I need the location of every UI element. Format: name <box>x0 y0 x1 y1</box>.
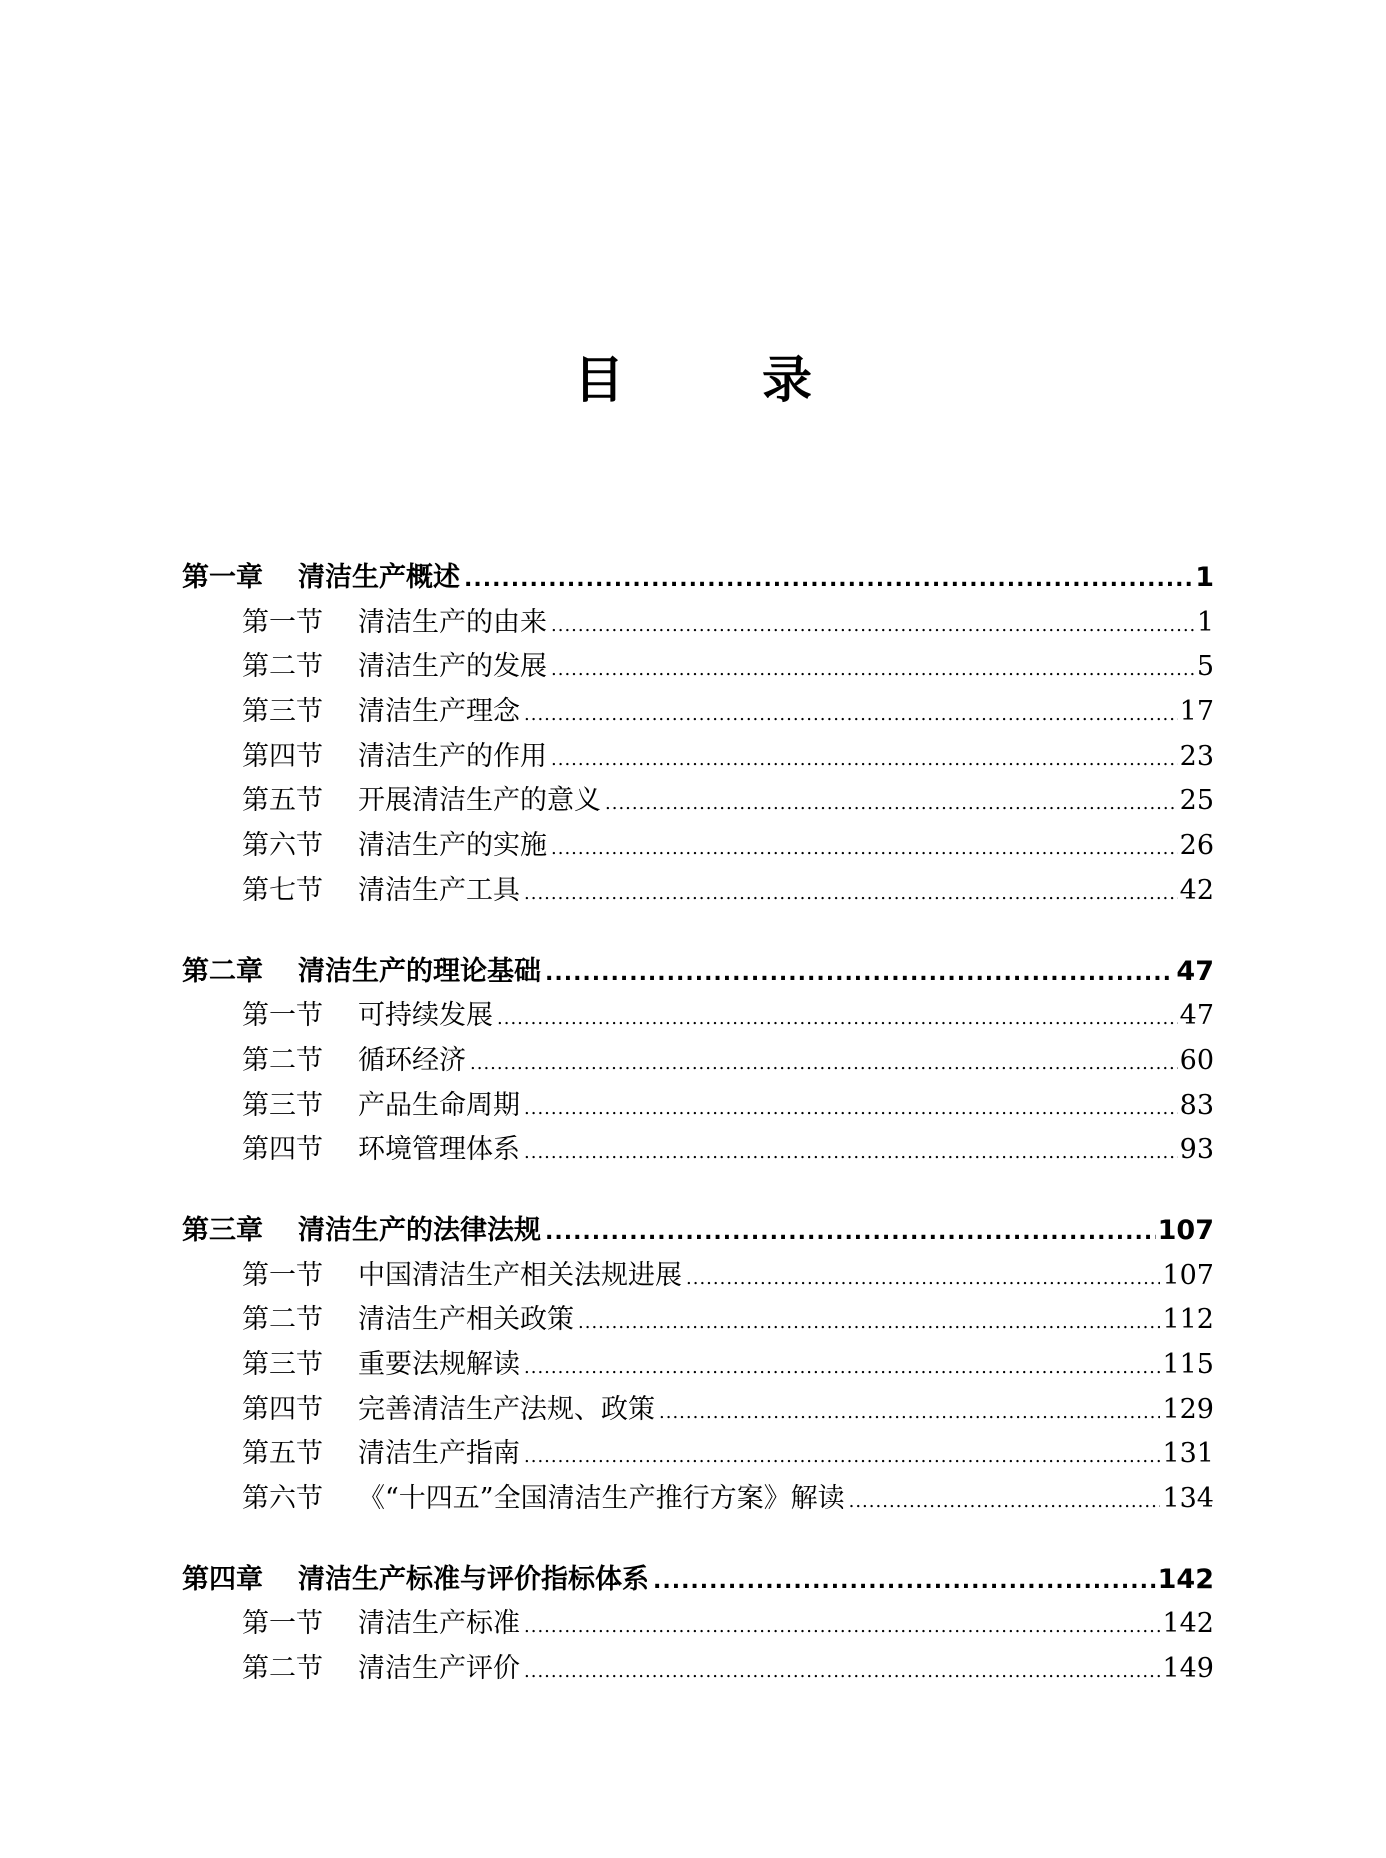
section-title: 循环经济 <box>358 1044 466 1076</box>
section-label: 第四节 <box>242 1134 323 1166</box>
section-entry[interactable] <box>182 1602 1214 1647</box>
section-page-number: 1 <box>1196 606 1214 638</box>
dot-leader <box>551 604 1195 649</box>
section-label: 第五节 <box>242 785 323 817</box>
section-title: 清洁生产相关政策 <box>358 1304 574 1336</box>
section-page-number: 107 <box>1162 1259 1214 1291</box>
section-page-number: 83 <box>1179 1089 1214 1121</box>
section-label: 第二节 <box>242 1653 323 1685</box>
section-entry[interactable] <box>182 601 1214 646</box>
section-entry[interactable] <box>182 1298 1214 1343</box>
section-entry[interactable] <box>182 645 1214 690</box>
dot-leader <box>524 1650 1160 1695</box>
section-page-number: 17 <box>1179 696 1214 728</box>
section-label: 第四节 <box>242 1393 323 1425</box>
chapter-2 <box>182 950 1214 1173</box>
section-page-number: 93 <box>1179 1134 1214 1166</box>
section-title: 清洁生产工具 <box>358 874 520 906</box>
section-entry[interactable] <box>182 1477 1214 1522</box>
section-page-number: 112 <box>1162 1304 1214 1336</box>
chapter-entry[interactable] <box>182 950 1214 995</box>
dot-leader <box>605 782 1178 827</box>
dot-leader <box>545 952 1174 997</box>
section-entry[interactable] <box>182 1128 1214 1173</box>
section-label: 第一节 <box>242 1259 323 1291</box>
section-title: 环境管理体系 <box>358 1134 520 1166</box>
section-page-number: 23 <box>1179 740 1214 772</box>
section-page-number: 25 <box>1179 785 1214 817</box>
section-page-number: 134 <box>1162 1483 1214 1515</box>
section-title: 《“十四五”全国清洁生产推行方案》解读 <box>358 1483 845 1515</box>
dot-leader <box>551 648 1195 693</box>
section-entry[interactable] <box>182 779 1214 824</box>
table-of-contents <box>182 556 1214 1728</box>
section-label: 第一节 <box>242 1000 323 1032</box>
dot-leader <box>849 1480 1161 1525</box>
section-label: 第三节 <box>242 1349 323 1380</box>
section-entry[interactable] <box>182 1343 1214 1388</box>
section-page-number: 142 <box>1162 1608 1214 1640</box>
dot-leader <box>659 1391 1160 1436</box>
section-entry[interactable] <box>182 1039 1214 1084</box>
dot-leader <box>470 1042 1178 1087</box>
chapter-entry[interactable] <box>182 556 1214 601</box>
section-title: 可持续发展 <box>358 1000 493 1032</box>
section-title: 完善清洁生产法规、政策 <box>358 1393 655 1425</box>
section-title: 清洁生产指南 <box>358 1438 520 1470</box>
dot-leader <box>551 827 1178 872</box>
section-title: 清洁生产的由来 <box>358 606 547 638</box>
section-entry[interactable] <box>182 869 1214 914</box>
chapter-entry[interactable] <box>182 1558 1214 1603</box>
section-title: 清洁生产的实施 <box>358 830 547 862</box>
section-page-number: 5 <box>1196 651 1214 683</box>
section-label: 第二节 <box>242 1044 323 1076</box>
dot-leader <box>524 1087 1178 1132</box>
section-title: 产品生命周期 <box>358 1089 520 1121</box>
section-page-number: 131 <box>1162 1438 1214 1470</box>
section-label: 第三节 <box>242 1089 323 1121</box>
section-entry[interactable] <box>182 1647 1214 1692</box>
chapter-page-number: 47 <box>1176 955 1214 987</box>
section-label: 第一节 <box>242 1608 323 1640</box>
section-page-number: 42 <box>1179 874 1214 906</box>
dot-leader <box>545 1211 1156 1256</box>
chapter-3 <box>182 1209 1214 1522</box>
section-page-number: 129 <box>1162 1393 1214 1425</box>
section-entry[interactable] <box>182 994 1214 1039</box>
section-entry[interactable] <box>182 1254 1214 1299</box>
chapter-page-number: 142 <box>1157 1563 1214 1595</box>
chapter-label: 第二章 <box>182 955 263 987</box>
section-title: 中国清洁生产相关法规进展 <box>358 1259 682 1291</box>
dot-leader <box>524 1435 1160 1480</box>
dot-leader <box>524 693 1178 738</box>
section-page-number: 60 <box>1179 1044 1214 1076</box>
dot-leader <box>524 1605 1160 1650</box>
section-entry[interactable] <box>182 824 1214 869</box>
chapter-1 <box>182 556 1214 914</box>
dot-leader <box>551 738 1178 783</box>
section-entry[interactable] <box>182 1084 1214 1129</box>
section-entry[interactable] <box>182 1432 1214 1477</box>
dot-leader <box>497 997 1178 1042</box>
section-title: 清洁生产评价 <box>358 1653 520 1685</box>
dot-leader <box>524 1346 1160 1391</box>
chapter-page-number: 1 <box>1195 562 1214 593</box>
chapter-title: 清洁生产的法律法规 <box>298 1214 541 1246</box>
dot-leader <box>524 872 1178 917</box>
chapter-label: 第三章 <box>182 1214 263 1246</box>
section-label: 第一节 <box>242 606 323 638</box>
section-page-number: 47 <box>1179 1000 1214 1032</box>
section-label: 第四节 <box>242 740 323 772</box>
page-title: 目 录 <box>574 351 856 409</box>
section-entry[interactable] <box>182 690 1214 735</box>
section-entry[interactable] <box>182 735 1214 780</box>
section-label: 第二节 <box>242 651 323 683</box>
section-page-number: 26 <box>1179 830 1214 862</box>
chapter-title: 清洁生产的理论基础 <box>298 955 541 987</box>
section-title: 清洁生产的作用 <box>358 740 547 772</box>
chapter-title: 清洁生产标准与评价指标体系 <box>298 1563 649 1595</box>
section-label: 第六节 <box>242 1483 323 1515</box>
section-page-number: 115 <box>1162 1349 1214 1380</box>
section-title: 清洁生产的发展 <box>358 651 547 683</box>
section-title: 重要法规解读 <box>358 1349 520 1380</box>
chapter-label: 第四章 <box>182 1563 263 1595</box>
dot-leader <box>524 1131 1178 1176</box>
section-label: 第六节 <box>242 830 323 862</box>
chapter-entry[interactable] <box>182 1209 1214 1254</box>
dot-leader <box>653 1560 1156 1605</box>
section-label: 第五节 <box>242 1438 323 1470</box>
section-title: 清洁生产标准 <box>358 1608 520 1640</box>
dot-leader <box>686 1257 1160 1302</box>
section-title: 清洁生产理念 <box>358 696 520 728</box>
section-entry[interactable] <box>182 1388 1214 1433</box>
chapter-label: 第一章 <box>182 562 263 593</box>
chapter-4 <box>182 1558 1214 1692</box>
dot-leader <box>578 1301 1160 1346</box>
dot-leader <box>464 558 1193 603</box>
section-label: 第三节 <box>242 696 323 728</box>
section-page-number: 149 <box>1162 1653 1214 1685</box>
section-label: 第七节 <box>242 874 323 906</box>
chapter-page-number: 107 <box>1157 1214 1214 1246</box>
section-title: 开展清洁生产的意义 <box>358 785 601 817</box>
section-label: 第二节 <box>242 1304 323 1336</box>
chapter-title: 清洁生产概述 <box>298 562 460 593</box>
